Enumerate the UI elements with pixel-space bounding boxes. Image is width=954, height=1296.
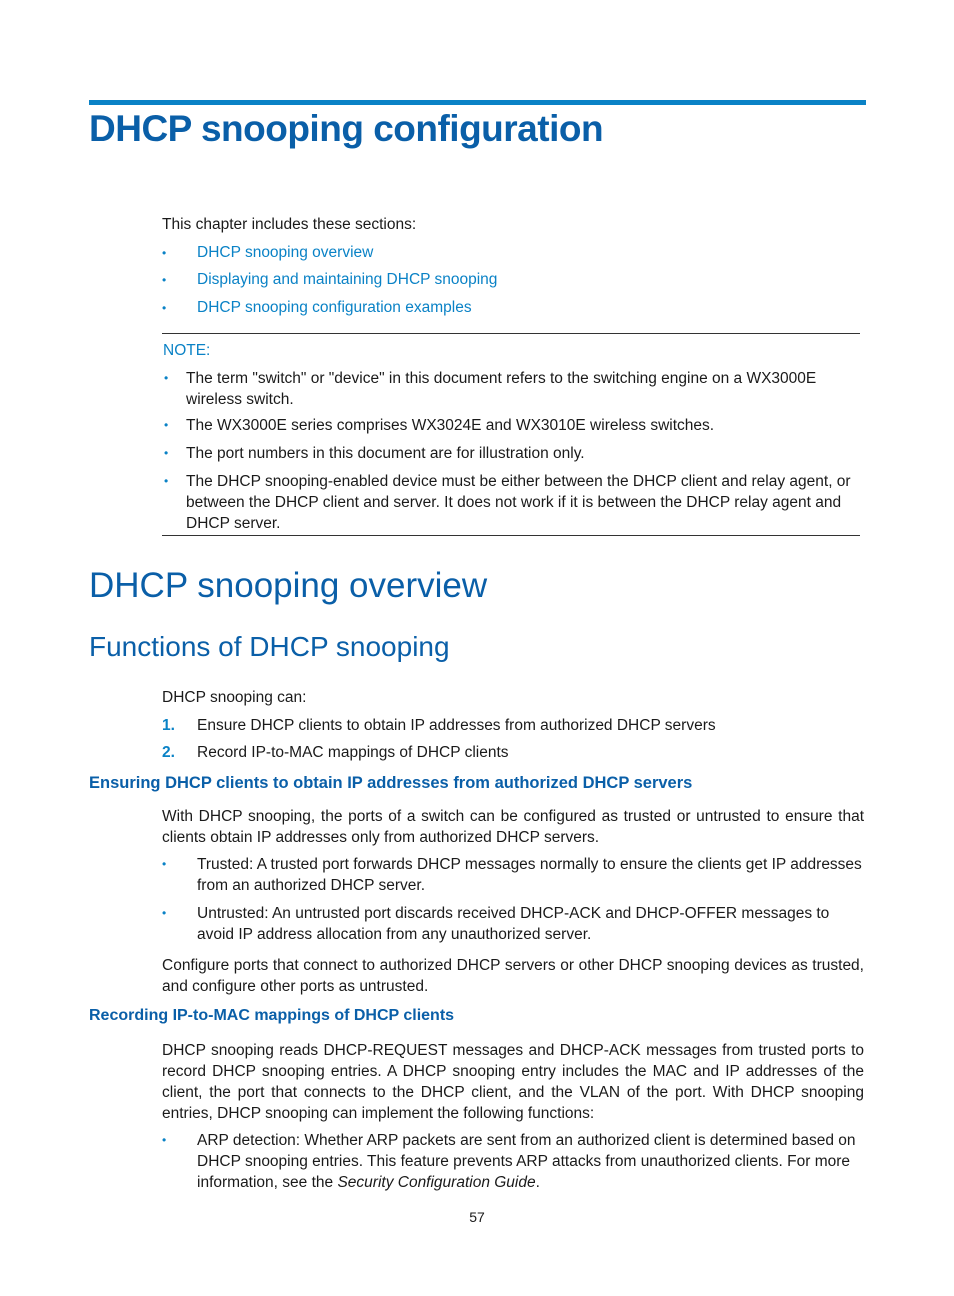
bullet-icon: •	[162, 273, 167, 287]
section-title-functions: Functions of DHCP snooping	[89, 631, 450, 662]
bullet-icon: •	[162, 301, 167, 315]
paragraph: With DHCP snooping, the ports of a switch can be configured as trusted or untrusted to ensure that clients obtain IP addresses only from authorized DHCP servers.	[162, 808, 864, 846]
paragraph: DHCP snooping reads DHCP-REQUEST messages and DHCP-ACK messages from trusted ports to record DHCP snooping entries. A DHCP snooping entry includes the MAC and IP addresses of the client, the port that connects to the DHCP client, and the VLAN of the port. With DHCP snooping entries, DHCP snooping can implement the following functions:	[162, 1042, 864, 1122]
list-item	[162, 903, 864, 945]
bullet-icon: •	[162, 857, 167, 871]
item-text: Ensure DHCP clients to obtain IP addresses from authorized DHCP servers	[197, 717, 716, 734]
list-item-text-suffix: .	[535, 1174, 540, 1191]
note-item-text: The WX3000E series comprises WX3024E and WX3010E wireless switches.	[186, 417, 715, 434]
item-number: 2.	[162, 744, 175, 761]
item-text: Record IP-to-MAC mappings of DHCP clients	[197, 744, 509, 761]
intro-text: This chapter includes these sections:	[162, 216, 417, 233]
note-item	[162, 443, 862, 464]
note-item	[162, 471, 862, 534]
page-number: 57	[469, 1209, 485, 1225]
bullet-icon: •	[164, 418, 169, 432]
note-top-rule	[162, 333, 860, 334]
toc-link-overview[interactable]: DHCP snooping overview	[197, 244, 374, 261]
list-item-text: Trusted: A trusted port forwards DHCP messages normally to ensure the clients get IP addresses from an authorized DHCP server.	[197, 856, 862, 894]
item-number: 1.	[162, 717, 175, 734]
list-item-text-prefix: ARP detection: Whether ARP packets are sent from an authorized client is determined based on DHCP snooping entries. This feature prevents ARP attacks from unauthorized clients. For more information, see the	[197, 1132, 856, 1191]
bullet-icon: •	[164, 474, 169, 488]
bullet-icon: •	[162, 246, 167, 260]
chapter-title: DHCP snooping configuration	[89, 108, 604, 149]
guide-title: Security Configuration Guide	[337, 1174, 536, 1191]
bullet-icon: •	[164, 446, 169, 460]
note-label: NOTE:	[163, 342, 211, 359]
note-item-text: The DHCP snooping-enabled device must be either between the DHCP client and relay agent, or between the DHCP client and server. It does not work if it is between the DHCP relay agent and DHCP server.	[186, 473, 851, 532]
list-item-text	[197, 1130, 864, 1193]
note-bottom-rule	[162, 535, 860, 536]
note-item	[162, 415, 862, 436]
subsection-title-ip-mac: Recording IP-to-MAC mappings of DHCP clients	[89, 1007, 455, 1024]
bullet-icon: •	[164, 371, 169, 385]
toc-link-examples[interactable]: DHCP snooping configuration examples	[197, 299, 472, 316]
toc-link-displaying[interactable]: Displaying and maintaining DHCP snooping	[197, 271, 498, 288]
paragraph: Configure ports that connect to authorized DHCP servers or other DHCP snooping devices as trusted, and configure other ports as untrusted.	[162, 957, 864, 995]
subsection-title-authorized-servers: Ensuring DHCP clients to obtain IP addresses from authorized DHCP servers	[89, 774, 693, 792]
toc-list-item	[162, 269, 498, 291]
note-item	[162, 368, 862, 410]
note-item-text: The port numbers in this document are for illustration only.	[186, 445, 585, 462]
functions-intro: DHCP snooping can:	[162, 689, 307, 706]
list-item	[162, 1130, 864, 1193]
bullet-icon: •	[162, 1133, 167, 1147]
section-title-overview: DHCP snooping overview	[89, 566, 488, 605]
list-item	[162, 854, 864, 896]
toc-list-item	[162, 297, 472, 319]
list-item-text: Untrusted: An untrusted port discards received DHCP-ACK and DHCP-OFFER messages to avoid IP address allocation from any unauthorized server.	[197, 905, 830, 943]
bullet-icon: •	[162, 906, 167, 920]
toc-list-item	[162, 242, 374, 264]
note-item-text: The term "switch" or "device" in this document refers to the switching engine on a WX3000E wireless switch.	[186, 370, 817, 408]
chapter-top-rule	[89, 100, 866, 105]
